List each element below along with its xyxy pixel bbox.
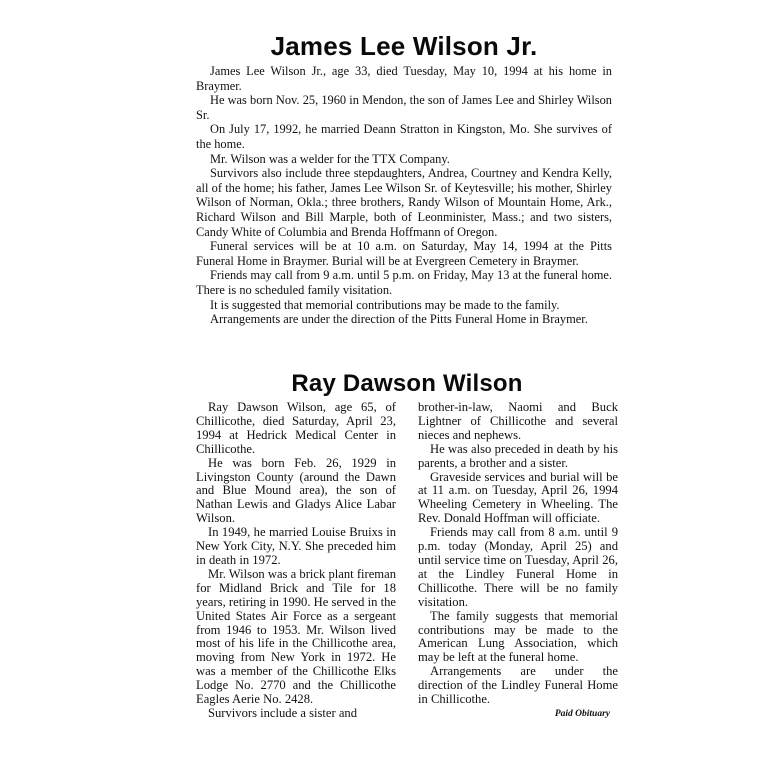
obituary-columns [196, 401, 618, 721]
obituary-paragraph: He was also preceded in death by his parents, a brother and a sister. [418, 441, 618, 470]
right-column [418, 401, 618, 721]
obituary-headline: James Lee Wilson Jr. [270, 31, 538, 61]
obituary-james-lee-wilson-jr [196, 30, 612, 327]
obituary-paragraph: Friends may call from 9 a.m. until 5 p.m. on Friday, May 13 at the funeral home. There is no scheduled family visitation. [196, 268, 612, 297]
obituary-paragraph: Arrangements are under the direction of the Pitts Funeral Home in Braymer. [210, 312, 588, 327]
obituary-paragraph: James Lee Wilson Jr., age 33, died Tuesday, May 10, 1994 at his home in Braymer. [196, 64, 612, 93]
obituary-paragraph: Graveside services and burial will be at 11 a.m. on Tuesday, April 26, 1994 Wheeling Cemetery in Wheeling. The Rev. Donald Hoffman will officiate. [418, 469, 618, 526]
obituary-paragraph: Mr. Wilson was a welder for the TTX Company. [210, 151, 450, 166]
obituary-paragraph: Friends may call from 8 a.m. until 9 p.m. today (Monday, April 25) and until service time on Tuesday, April 26, at the Lindley Funeral Home in Chillicothe. There will be no family visitation. [418, 525, 618, 609]
obituary-paragraph: Survivors also include three stepdaughters, Andrea, Courtney and Kendra Kelly, all of the home; his father, James Lee Wilson Sr. of Keytesville; his mother, Shirley Wilson of Norman, Okla.; three brothers, Randy Wilson of Mountain Home, Ark., Richard Wilson and Bill Marple, both of Leonminister, Mass.; and two sisters, Candy White of Columbia and Brenda Hoffmann of Oregon. [196, 166, 612, 239]
obituary-paragraph: He was born Feb. 26, 1929 in Livingston County (around the Dawn and Blue Mound area), the son of Nathan Lewis and Gladys Alice Labar Wilson. [196, 455, 396, 526]
obituary-paragraph: On July 17, 1992, he married Deann Stratton in Kingston, Mo. She survives of the home. [196, 122, 612, 151]
obituary-paragraph: In 1949, he married Louise Bruixs in New York City, N.Y. She preceded him in death in 1972. [196, 525, 396, 567]
paid-obituary-credit: Paid Obituary [554, 708, 610, 719]
left-column [196, 401, 396, 721]
obituary-paragraph-continued: brother-in-law, Naomi and Buck Lightner of Chillicothe and several nieces and nephews. [418, 400, 618, 442]
obituary-paragraph: Funeral services will be at 10 a.m. on Saturday, May 14, 1994 at the Pitts Funeral Home in Braymer. Burial will be at Evergreen Cemetery in Braymer. [196, 239, 612, 268]
obituary-ray-dawson-wilson [196, 369, 618, 721]
obituary-paragraph: Arrangements are under the direction of the Lindley Funeral Home in Chillicothe. [418, 664, 618, 707]
obituary-paragraph: The family suggests that memorial contributions may be made to the American Lung Association, which may be left at the funeral home. [418, 608, 618, 665]
obituary-headline: Ray Dawson Wilson [291, 370, 523, 397]
obituary-paragraph: It is suggested that memorial contributions may be made to the family. [210, 297, 560, 312]
obituary-paragraph: He was born Nov. 25, 1960 in Mendon, the son of James Lee and Shirley Wilson Sr. [196, 93, 612, 122]
obituary-paragraph: Survivors include a sister and [208, 705, 357, 720]
obituary-paragraph: Ray Dawson Wilson, age 65, of Chillicothe, died Saturday, April 23, 1994 at Hedrick Medical Center in Chillicothe. [196, 400, 396, 456]
obituary-paragraph: Mr. Wilson was a brick plant fireman for Midland Brick and Tile for 18 years, retiring in 1990. He served in the United States Air Force as a sergeant from 1946 to 1953. Mr. Wilson lived most of his life in the Chillicothe area, moving from New York in 1972. He was a member of the Chillicothe Elks Lodge No. 2770 and the Chillicothe Eagles Aerie No. 2428. [196, 566, 396, 707]
